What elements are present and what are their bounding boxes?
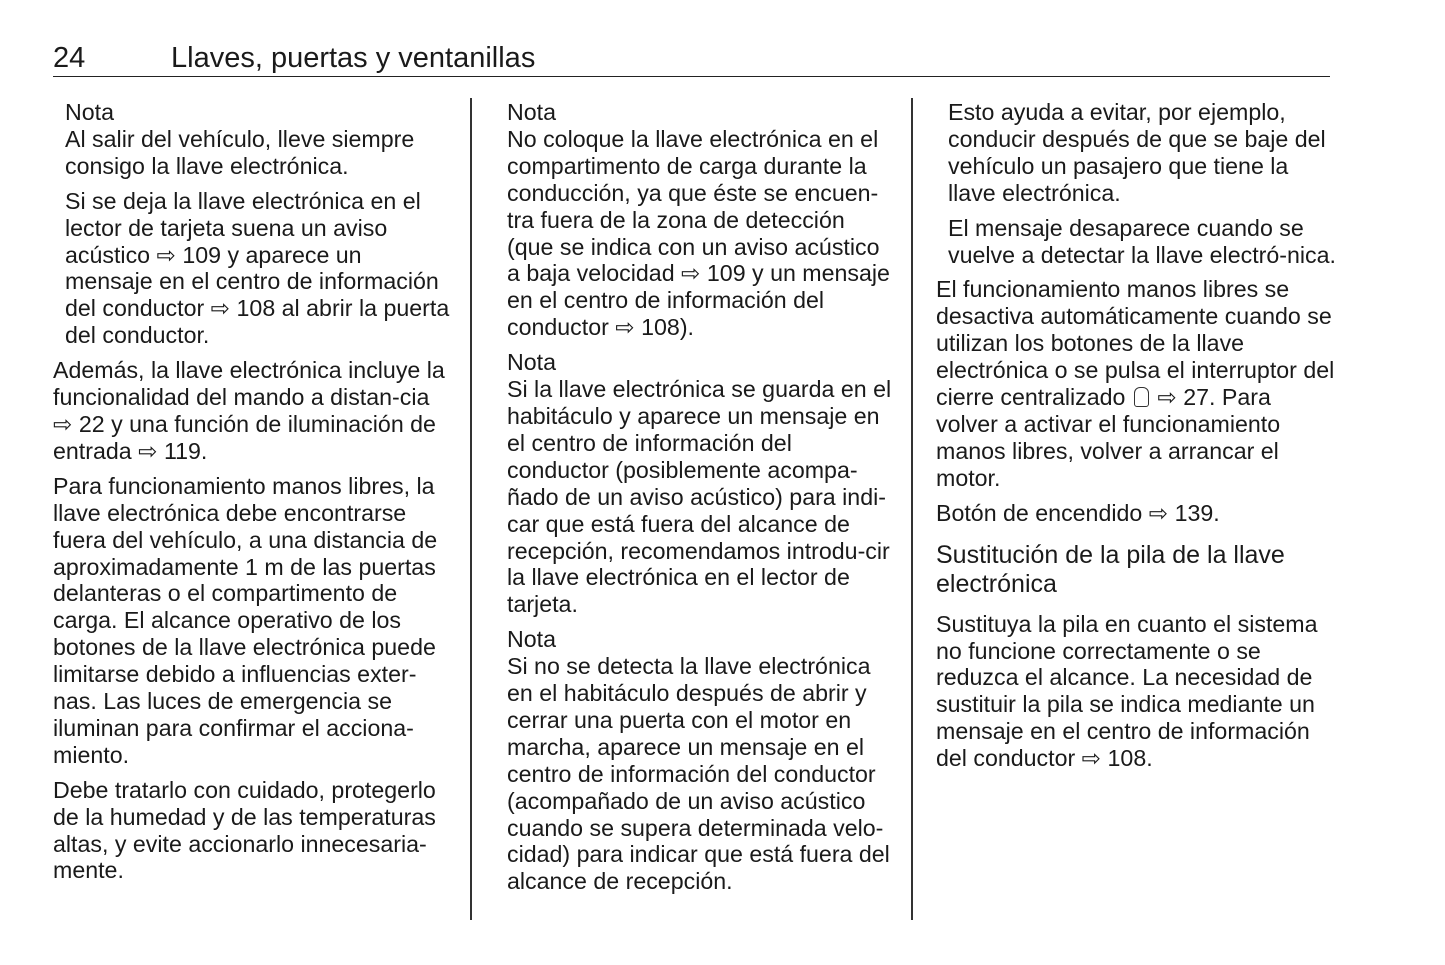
note-block (65, 99, 453, 349)
page-title: Llaves, puertas y ventanillas (171, 42, 536, 74)
note-label: Nota (507, 349, 556, 376)
page-header (53, 40, 1330, 77)
paragraph: Debe tratarlo con cuidado, protegerlo de la humedad y de las temperaturas altas, y evite accionarlo innecesaria-mente. (53, 776, 436, 884)
column-3 (936, 99, 1336, 780)
paragraph (936, 276, 1336, 491)
paragraph-text: ⇨ 27. Para volver a activar el funcionamiento manos libres, volver a arrancar el motor. (936, 384, 1281, 491)
note-block (507, 99, 897, 895)
column-divider (911, 98, 913, 920)
paragraph: Además, la llave electrónica incluye la funcionalidad del mando a distan-cia ⇨ 22 y una función de iluminación de entrada ⇨ 119. (53, 357, 445, 464)
lock-icon (1134, 387, 1149, 407)
note-paragraph: Si no se detecta la llave electrónica en el habitáculo después de abrir y cerrar una puerta con el motor en marcha, aparece un mensaje en el centro de información del conductor (acompañado de un aviso acústico cuando se supera determinada velo-cidad) para indicar que está fuera del alcance de recepción. (507, 653, 890, 895)
column-divider (470, 98, 472, 920)
column-2 (507, 99, 897, 903)
note-paragraph: Al salir del vehículo, lleve siempre consigo la llave electrónica. (65, 125, 415, 179)
note-paragraph: El mensaje desaparece cuando se vuelve a detectar la llave electró-nica. (948, 214, 1336, 268)
page-number: 24 (53, 42, 86, 74)
note-paragraph: Si se deja la llave electrónica en el lector de tarjeta suena un aviso acústico ⇨ 109 y aparece un mensaje en el centro de información del conductor ⇨ 108 al abrir la puerta del conductor. (65, 187, 450, 349)
note-label: Nota (507, 626, 556, 653)
section-heading: Sustitución de la pila de la llave electrónica (936, 540, 1285, 598)
column-1 (53, 99, 453, 892)
note-label: Nota (65, 99, 114, 125)
paragraph-text: El funcionamiento manos libres se desactiva automáticamente cuando se utilizan los botones de la llave electrónica o se pulsa el interruptor del cierre centralizado (936, 276, 1335, 411)
paragraph: Para funcionamiento manos libres, la llave electrónica debe encontrarse fuera del vehículo, a una distancia de aproximadamente 1 m de las puertas delanteras o el compartimento de carga. El alcance operativo de los botones de la llave electrónica puede limitarse debido a influencias exter-nas. Las luces de emergencia se iluminan para confirmar el acciona-miento. (53, 472, 438, 768)
paragraph: Sustituya la pila en cuanto el sistema no funcione correctamente o se reduzca el alcance. La necesidad de sustituir la pila se indica mediante un mensaje en el centro de información del conductor ⇨ 108. (936, 610, 1318, 772)
paragraph: Botón de encendido ⇨ 139. (936, 499, 1220, 526)
note-paragraph: No coloque la llave electrónica en el compartimento de carga durante la conducción, ya que éste se encuen-tra fuera de la zona de detección (que se indica con un aviso acústico a baja velocidad ⇨ 109 y un mensaje en el centro de información del conductor ⇨ 108). (507, 125, 890, 341)
note-block-continued (948, 99, 1336, 268)
note-label: Nota (507, 99, 556, 125)
note-paragraph: Si la llave electrónica se guarda en el habitáculo y aparece un mensaje en el centro de información del conductor (posiblemente acompa-ñado de un aviso acústico) para indi-car que está fuera del alcance de recepción, recomendamos introdu-cir la llave electrónica en el lector de tarjeta. (507, 376, 892, 618)
note-paragraph: Esto ayuda a evitar, por ejemplo, conducir después de que se baje del vehículo un pasajero que tiene la llave electrónica. (948, 99, 1326, 206)
